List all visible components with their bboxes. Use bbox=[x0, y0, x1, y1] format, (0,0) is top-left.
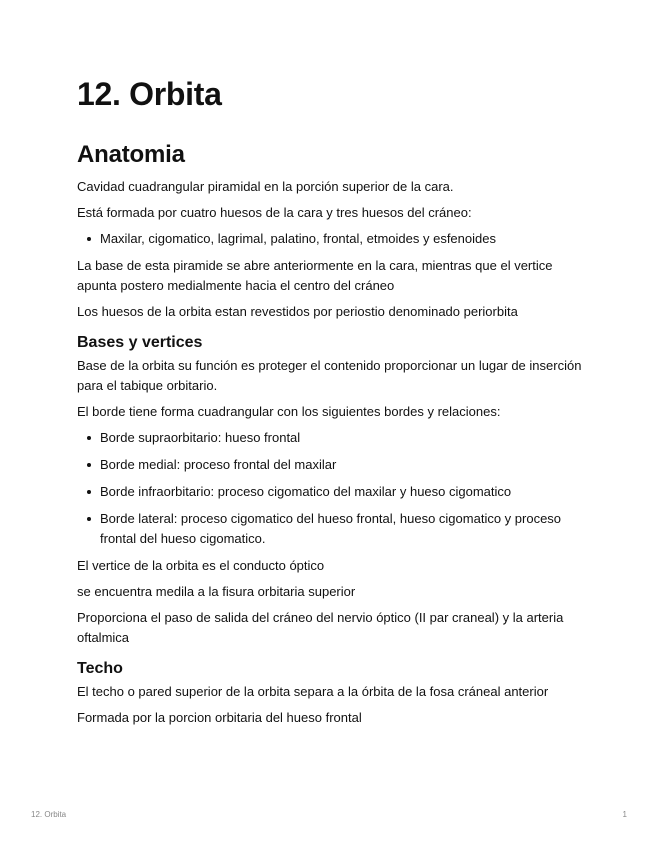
subsection-heading-bases: Bases y vertices bbox=[77, 334, 203, 351]
subsection-heading-techo: Techo bbox=[77, 660, 123, 677]
document-body bbox=[77, 177, 587, 734]
paragraph: El borde tiene forma cuadrangular con los siguientes bordes y relaciones: bbox=[77, 404, 501, 419]
paragraph: Cavidad cuadrangular piramidal en la porción superior de la cara. bbox=[77, 179, 454, 194]
paragraph: El techo o pared superior de la orbita separa a la órbita de la fosa cráneal anterior bbox=[77, 684, 549, 699]
list-item: Borde infraorbitario: proceso cigomatico del maxilar y hueso cigomatico bbox=[100, 482, 587, 509]
paragraph: El vertice de la orbita es el conducto óptico bbox=[77, 558, 325, 573]
borders-list bbox=[77, 428, 587, 556]
section-heading-anatomia: Anatomia bbox=[77, 141, 185, 168]
footer-title: 12. Orbita bbox=[31, 810, 67, 819]
list-item: Borde lateral: proceso cigomatico del hueso frontal, hueso cigomatico y proceso frontal del hueso cigomatico. bbox=[100, 509, 587, 556]
paragraph: Formada por la porcion orbitaria del hueso frontal bbox=[77, 710, 362, 725]
bones-list bbox=[77, 229, 587, 256]
subsection-header bbox=[77, 328, 587, 356]
paragraph: Base de la orbita su función es proteger el contenido proporcionar un lugar de inserción para el tabique orbitario. bbox=[77, 358, 582, 393]
paragraph: se encuentra medila a la fisura orbitaria superior bbox=[77, 584, 356, 599]
list-item: Borde medial: proceso frontal del maxilar bbox=[100, 455, 587, 482]
list-item: Borde supraorbitario: hueso frontal bbox=[100, 428, 587, 455]
paragraph: La base de esta piramide se abre anteriormente en la cara, mientras que el vertice apunta postero medialmente hacia el centro del cráneo bbox=[77, 258, 553, 293]
list-item: Maxilar, cigomatico, lagrimal, palatino, frontal, etmoides y esfenoides bbox=[100, 229, 587, 256]
subsection-header bbox=[77, 654, 587, 682]
page-title: 12. Orbita bbox=[77, 76, 222, 112]
page-number: 1 bbox=[622, 810, 627, 819]
paragraph: Los huesos de la orbita estan revestidos por periostio denominado periorbita bbox=[77, 304, 518, 319]
paragraph: Proporciona el paso de salida del cráneo del nervio óptico (II par craneal) y la arteria oftalmica bbox=[77, 610, 564, 645]
paragraph: Está formada por cuatro huesos de la cara y tres huesos del cráneo: bbox=[77, 205, 472, 220]
